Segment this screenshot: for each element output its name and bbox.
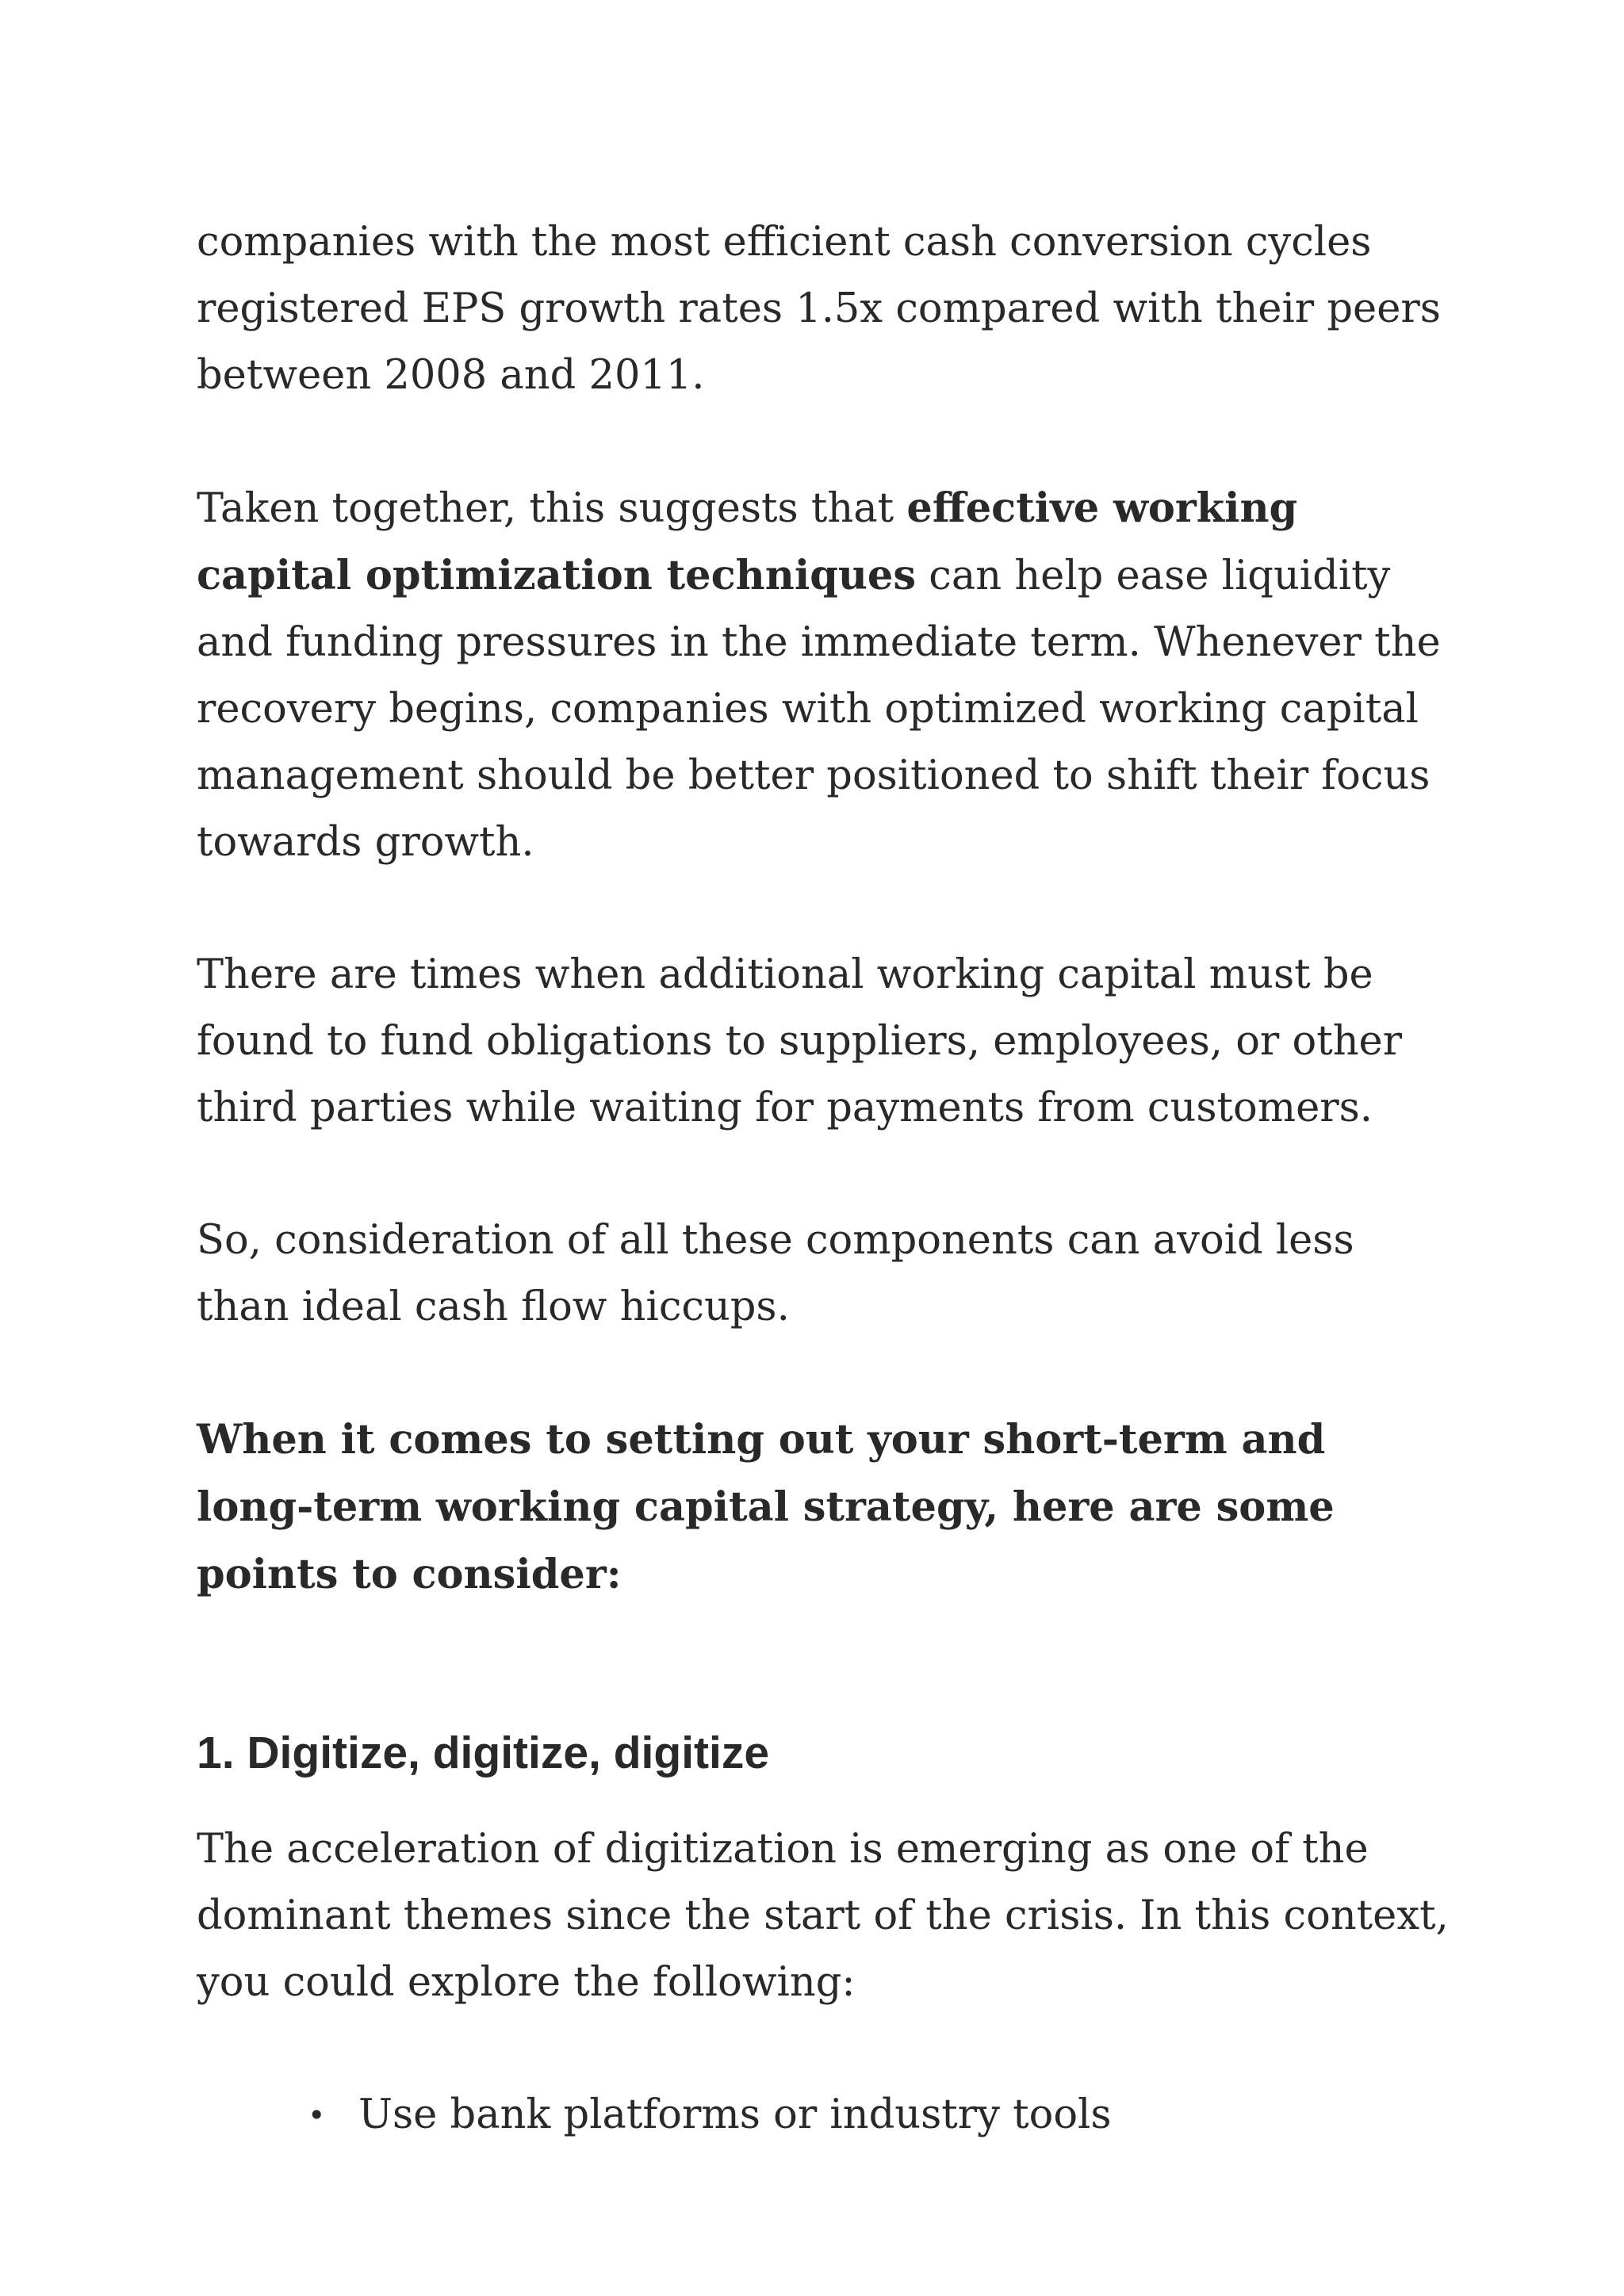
- emphasis-text: When it comes to setting out your short-term and long-term working capital strategy, here are some points to consider:: [197, 1416, 1335, 1598]
- paragraph-text: companies with the most efficient cash conversion cycles registered EPS growth rates 1.5x compared with their peers between 2008 and 2011.: [197, 219, 1441, 399]
- paragraph-consideration: [197, 1207, 1450, 1341]
- list-item: [308, 2082, 1450, 2149]
- document-page: [197, 209, 1450, 2149]
- paragraph-text: The acceleration of digitization is emerging as one of the dominant themes since the start of the crisis. In this context, you could explore the following:: [197, 1826, 1449, 2006]
- paragraph-text: Taken together, this suggests that: [197, 485, 907, 532]
- spacer: [197, 409, 1450, 475]
- spacer: [197, 1786, 1450, 1816]
- paragraph-optimization: [197, 475, 1450, 876]
- list-item-text: Use bank platforms or industry tools: [358, 2091, 1112, 2138]
- spacer: [197, 1142, 1450, 1207]
- spacer: [197, 1609, 1450, 1720]
- paragraph-text: There are times when additional working capital must be found to fund obligations to suppliers, employees, or other third parties while waiting for payments from customers.: [197, 951, 1403, 1131]
- paragraph-strategy-intro: [197, 1406, 1450, 1609]
- spacer: [197, 876, 1450, 942]
- paragraph-eps-growth: [197, 209, 1450, 409]
- section-heading: 1. Digitize, digitize, digitize: [197, 1728, 770, 1778]
- paragraph-additional-capital: [197, 942, 1450, 1142]
- emphasis-text: effective working capital optimization techniques: [197, 484, 1298, 599]
- paragraph-text: can help ease liquidity and funding pressures in the immediate term. Whenever the recovery begins, companies with optimized working capital management should be better positioned to shift their focus towards growth.: [197, 553, 1441, 866]
- bullet-list: [197, 2082, 1450, 2149]
- bullet-icon: •: [308, 2098, 326, 2133]
- spacer: [197, 1341, 1450, 1406]
- section-intro: [197, 1816, 1450, 2016]
- spacer: [197, 2016, 1450, 2082]
- paragraph-text: So, consideration of all these components can avoid less than ideal cash flow hiccups.: [197, 1217, 1354, 1330]
